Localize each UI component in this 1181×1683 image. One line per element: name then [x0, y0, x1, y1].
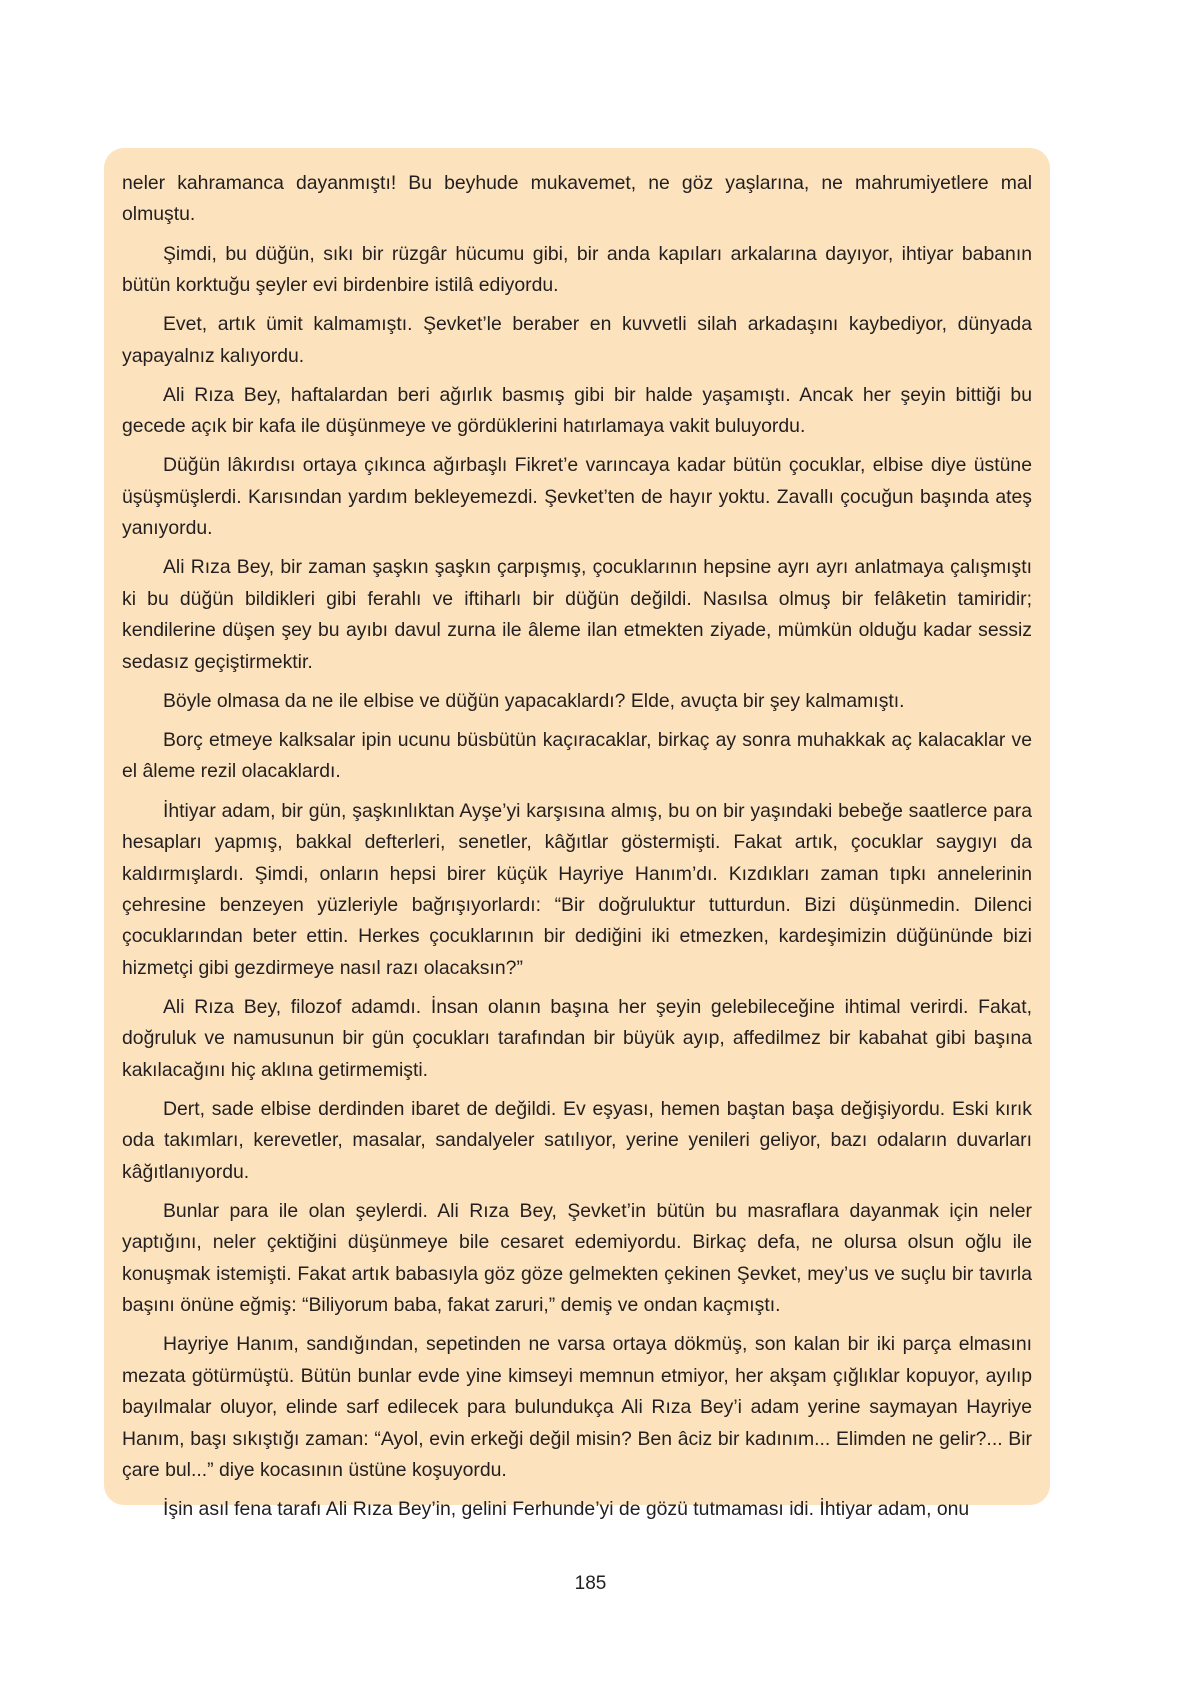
paragraph: neler kahramanca dayanmıştı! Bu beyhude mukavemet, ne göz yaşlarına, ne mahrumiyetlere mal olmuştu. — [122, 172, 1032, 226]
paragraph: Ali Rıza Bey, filozof adamdı. İnsan olanın başına her şeyin gelebileceğine ihtimal verirdi. Fakat, doğruluk ve namusunun bir gün çocukları tarafından bir büyük ayıp, affedilmez bir kabahat gibi başına kakılacağını hiç aklına getirmemişti. — [122, 995, 1032, 1081]
paragraph: Evet, artık ümit kalmamıştı. Şevket’le beraber en kuvvetli silah arkadaşını kaybediyor, dünyada yapayalnız kalıyordu. — [122, 313, 1032, 367]
paragraph: Borç etmeye kalksalar ipin ucunu büsbütün kaçıracaklar, birkaç ay sonra muhakkak aç kalacaklar ve el âleme rezil olacaklardı. — [122, 729, 1032, 783]
page-number: 185 — [574, 1573, 607, 1594]
paragraph: Ali Rıza Bey, haftalardan beri ağırlık basmış gibi bir halde yaşamıştı. Ancak her şeyin bittiği bu gecede açık bir kafa ile düşünmeye ve gördüklerini hatırlamaya vakit buluyordu. — [122, 383, 1032, 438]
text-box — [104, 148, 1050, 1521]
paragraph: Hayriye Hanım, sandığından, sepetinden ne varsa ortaya dökmüş, son kalan bir iki parça elmasını mezata götürmüştü. Bütün bunlar evde yine kimseyi memnun etmiyor, her akşam çığlıklar kopuyor, ayılıp bayılmalar oluyor, elinde sarf edilecek para bulundukça Ali Rıza Bey’i adam yerine saymayan Hayriye Hanım, başı sıkıştığı zaman: “Ayol, evin erkeği değil misin? Ben âciz bir kadınım... Elimden ne gelir?... Bir çare bul...” diye kocasının üstüne koşuyordu. — [122, 1333, 1032, 1481]
paragraph: İşin asıl fena tarafı Ali Rıza Bey’in, gelini Ferhunde’yi de gözü tutmaması idi. İhtiyar adam, onu — [163, 1498, 970, 1521]
paragraph: Düğün lâkırdısı ortaya çıkınca ağırbaşlı Fikret’e varıncaya kadar bütün çocuklar, elbise diye üstüne üşüşmüşlerdi. Karısından yardım bekleyemezdi. Şevket’ten de hayır yoktu. Zavallı çocuğun başında ateş yanıyordu. — [122, 454, 1032, 540]
paragraph: Bunlar para ile olan şeylerdi. Ali Rıza Bey, Şevket’in bütün bu masraflara dayanmak için neler yaptığını, neler çektiğini düşünmeye bile cesaret edemiyordu. Birkaç defa, ne olursa olsun oğlu ile konuşmak istemişti. Fakat artık babasıyla göz göze gelmekten çekinen Şevket, mey’us ve suçlu bir tavırla başını önüne eğmiş: “Biliyorum baba, fakat zaruri,” demiş ve ondan kaçmıştı. — [122, 1199, 1032, 1317]
paragraph: Böyle olmasa da ne ile elbise ve düğün yapacaklardı? Elde, avuçta bir şey kalmamıştı. — [163, 689, 905, 712]
paragraph: Ali Rıza Bey, bir zaman şaşkın şaşkın çarpışmış, çocuklarının hepsine ayrı ayrı anlatmaya çalışmıştı ki bu düğün bildikleri gibi ferahlı ve iftiharlı bir düğün değildi. Nasılsa olmuş bir felâketin tamiridir; kendilerine düşen şey bu ayıbı davul zurna ile âleme ilan etmekten ziyade, mümkün olduğu kadar sessiz sedasız geçiştirmektir. — [122, 556, 1032, 673]
paragraph: Dert, sade elbise derdinden ibaret de değildi. Ev eşyası, hemen baştan başa değişiyordu. Eski kırık oda takımları, kerevetler, masalar, sandalyeler satılıyor, yerine yenileri geliyor, bazı odaların duvarları kâğıtlanıyordu. — [122, 1097, 1032, 1183]
paragraph: İhtiyar adam, bir gün, şaşkınlıktan Ayşe’yi karşısına almış, bu on bir yaşındaki bebeğe saatlerce para hesapları yapmış, bakkal defterleri, senetler, kâğıtlar göstermişti. Fakat artık, çocuklar saygıyı da kaldırmışlardı. Şimdi, onların hepsi birer küçük Hayriye Hanım’dı. Kızdıkları zaman tıpkı annelerinin çehresine benzeyen yüzleriyle bağrışıyorlardı: “Bir doğruluktur tutturdun. Bizi düşünmedin. Dilenci çocuklarından beter ettin. Herkes çocuklarının bir dediğini iki etmezken, kardeşimizin düğününde bizi hizmetçi gibi gezdirmeye nasıl razı olacaksın?” — [122, 799, 1032, 979]
paragraph: Şimdi, bu düğün, sıkı bir rüzgâr hücumu gibi, bir anda kapıları arkalarına dayıyor, ihtiyar babanın bütün korktuğu şeyler evi birdenbire istilâ ediyordu. — [122, 242, 1032, 297]
